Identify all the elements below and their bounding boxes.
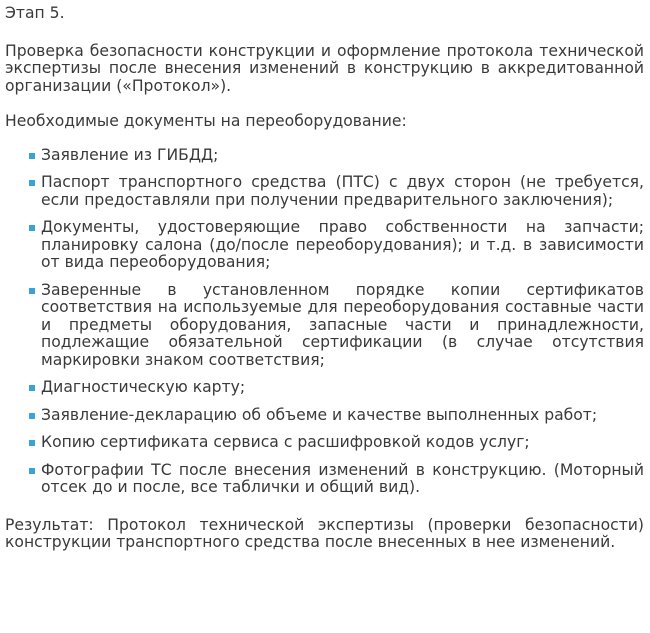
list-item [29,174,644,209]
intro-paragraph: Проверка безопасности конструкции и оформление протокола технической экспертизы после внесения изменений в конструкцию в аккредитованной организации («Протокол»). [5,41,644,95]
square-bullet-icon [29,413,35,419]
list-item-text: Заявление-декларацию об объеме и качестве выполненных работ; [41,405,598,424]
list-item [29,379,644,397]
list-item-text: Заявление из ГИБДД; [41,145,219,164]
square-bullet-icon [29,468,35,474]
list-item-text: Диагностическую карту; [41,378,246,396]
square-bullet-icon [29,385,35,391]
documents-heading: Необходимые документы на переоборудование: [5,112,407,130]
stage-title: Этап 5. [5,4,65,22]
list-item-text: Копию сертификата сервиса с расшифровкой кодов услуг; [41,433,530,451]
square-bullet-icon [29,440,35,446]
list-item-text: Фотографии ТС после внесения изменений в конструкцию. (Моторный отсек до и после, все таблички и общий вид). [41,460,644,496]
list-item [29,219,644,272]
square-bullet-icon [29,225,35,231]
list-item [29,282,644,370]
square-bullet-icon [29,288,35,294]
list-item-text: Паспорт транспортного средства (ПТС) с двух сторон (не требуется, если предоставляли при получении предварительного заключения); [41,173,644,209]
documents-list [5,147,644,497]
square-bullet-icon [29,180,35,186]
result-paragraph: Результат: Протокол технической экспертизы (проверки безопасности) конструкции транспортного средства после внесенных в нее изменений. [5,515,644,551]
list-item-text: Документы, удостоверяющие право собственности на запчасти; планировку салона (до/после переоборудования); и т.д. в зависимости от вида переоборудования; [41,218,644,271]
list-item-text: Заверенные в установленном порядке копии сертификатов соответствия на используемые для переоборудования составные части и предметы оборудования, запасные части и принадлежности, подлежащие обязательной сертификации (в случае отсутствия маркировки знаком соответствия; [41,280,644,369]
list-item [29,407,644,425]
list-item [29,462,644,497]
square-bullet-icon [29,153,35,159]
list-item [29,434,644,452]
list-item [29,147,644,165]
